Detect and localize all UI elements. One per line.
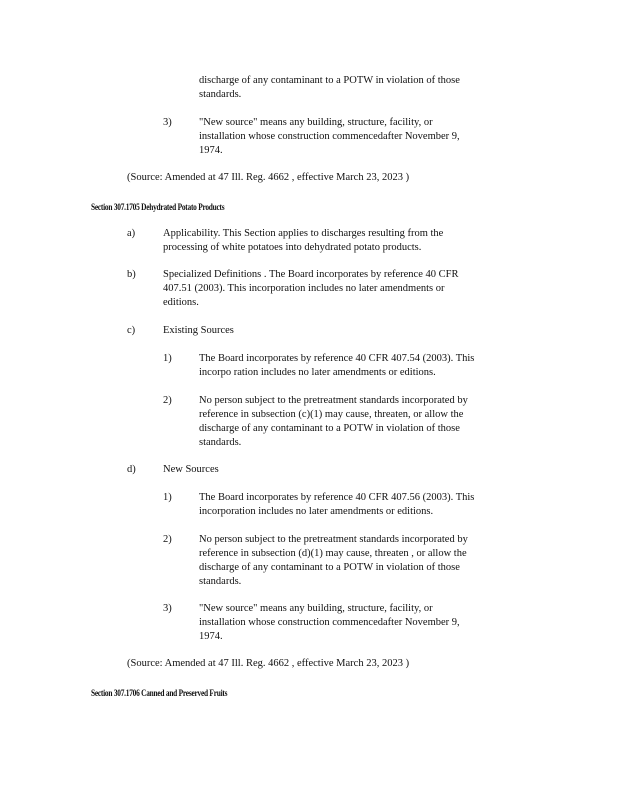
list-number: 2) [163,534,172,545]
list-number: 3) [163,117,172,128]
paragraph-text: No person subject to the pretreatment standards incorporated by reference in subsection (c)(1) may cause, threaten, or allow the discharge of any contaminant to a POTW in violation of those standards. [199,395,468,448]
paragraph-text: The Board incorporates by reference 40 CFR 407.56 (2003). This incorporation includes no later amendments or editions. [199,492,475,517]
section-heading: Section 307.1706 Canned and Preserved Fruits [91,688,228,698]
list-number: d) [127,464,136,475]
list-number: b) [127,269,136,280]
paragraph-text: Specialized Definitions . The Board incorporates by reference 40 CFR 407.51 (2003). This incorporation includes no later amendments or editions. [163,269,459,308]
paragraph-text: No person subject to the pretreatment standards incorporated by reference in subsection (d)(1) may cause, threaten , or allow the discharge of any contaminant to a POTW in violation of those standards. [199,534,468,587]
subsection-title: New Sources [163,464,219,475]
list-number: c) [127,325,136,336]
list-number: 1) [163,492,172,503]
paragraph-text: "New source" means any building, structure, facility, or installation whose construction commencedafter November 9, 1974. [199,117,460,156]
list-number: 1) [163,353,172,364]
paragraph-text: The Board incorporates by reference 40 CFR 407.54 (2003). This incorpo ration includes no later amendments or editions. [199,353,475,378]
paragraph-text: "New source" means any building, structure, facility, or installation whose construction commencedafter November 9, 1974. [199,603,460,642]
source-note: (Source: Amended at 47 Ill. Reg. 4662 , effective March 23, 2023 ) [127,172,410,183]
paragraph-text: discharge of any contaminant to a POTW in violation of those standards. [199,75,460,100]
subsection-title: Existing Sources [163,325,234,336]
section-heading: Section 307.1705 Dehydrated Potato Products [91,202,225,212]
list-number: 2) [163,395,172,406]
list-number: 3) [163,603,172,614]
paragraph-text: Applicability. This Section applies to discharges resulting from the processing of white potatoes into dehydrated potato products. [163,228,444,253]
list-number: a) [127,228,136,239]
source-note: (Source: Amended at 47 Ill. Reg. 4662 , effective March 23, 2023 ) [127,658,410,669]
